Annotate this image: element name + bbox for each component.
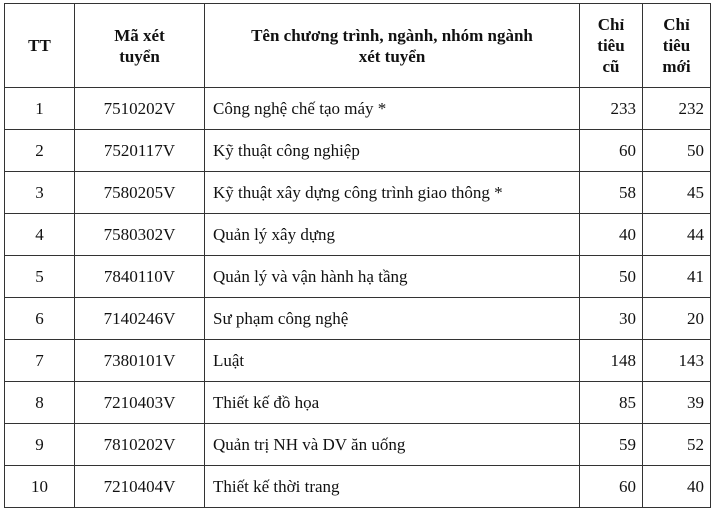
cell-chi-tieu-cu: 60 [580,130,643,172]
cell-chi-tieu-moi: 50 [643,130,711,172]
cell-ma-xet-tuyen: 7140246V [75,298,205,340]
cell-tt: 7 [5,340,75,382]
table-row [5,340,711,382]
cell-chi-tieu-moi: 40 [643,466,711,508]
header-row [5,4,711,88]
cell-chi-tieu-cu: 30 [580,298,643,340]
cell-tt: 5 [5,256,75,298]
cell-ma-xet-tuyen: 7210404V [75,466,205,508]
table-row [5,130,711,172]
cell-ten-nganh: Kỹ thuật công nghiệp [205,130,580,172]
cell-chi-tieu-moi: 20 [643,298,711,340]
header-chi-tieu-moi: Chỉ tiêu mới [643,4,711,88]
cell-ten-nganh: Thiết kế thời trang [205,466,580,508]
cell-ten-nganh: Luật [205,340,580,382]
cell-ma-xet-tuyen: 7510202V [75,88,205,130]
cell-chi-tieu-cu: 85 [580,382,643,424]
cell-chi-tieu-moi: 232 [643,88,711,130]
cell-chi-tieu-moi: 41 [643,256,711,298]
table-row [5,382,711,424]
header-tt: TT [5,4,75,88]
header-ten-nganh: Tên chương trình, ngành, nhóm ngành xét tuyển [205,4,580,88]
cell-chi-tieu-cu: 58 [580,172,643,214]
cell-ma-xet-tuyen: 7810202V [75,424,205,466]
table-row [5,88,711,130]
cell-chi-tieu-moi: 143 [643,340,711,382]
cell-ma-xet-tuyen: 7840110V [75,256,205,298]
cell-ten-nganh: Thiết kế đồ họa [205,382,580,424]
cell-tt: 10 [5,466,75,508]
cell-chi-tieu-moi: 39 [643,382,711,424]
header-ma-xet-tuyen: Mã xét tuyển [75,4,205,88]
table-row [5,424,711,466]
cell-chi-tieu-moi: 45 [643,172,711,214]
cell-ten-nganh: Sư phạm công nghệ [205,298,580,340]
cell-tt: 2 [5,130,75,172]
cell-ten-nganh: Quản lý và vận hành hạ tầng [205,256,580,298]
table-row [5,298,711,340]
quota-table [4,3,711,508]
cell-tt: 1 [5,88,75,130]
table-row [5,466,711,508]
cell-tt: 9 [5,424,75,466]
header-chi-tieu-cu: Chỉ tiêu cũ [580,4,643,88]
cell-chi-tieu-moi: 52 [643,424,711,466]
cell-tt: 6 [5,298,75,340]
cell-ten-nganh: Quản trị NH và DV ăn uống [205,424,580,466]
table-row [5,172,711,214]
cell-tt: 3 [5,172,75,214]
cell-ma-xet-tuyen: 7380101V [75,340,205,382]
cell-ten-nganh: Kỹ thuật xây dựng công trình giao thông * [205,172,580,214]
cell-tt: 8 [5,382,75,424]
cell-chi-tieu-cu: 233 [580,88,643,130]
table-row [5,256,711,298]
cell-ma-xet-tuyen: 7580205V [75,172,205,214]
cell-tt: 4 [5,214,75,256]
cell-chi-tieu-cu: 148 [580,340,643,382]
cell-chi-tieu-cu: 50 [580,256,643,298]
cell-chi-tieu-cu: 59 [580,424,643,466]
cell-ma-xet-tuyen: 7210403V [75,382,205,424]
cell-chi-tieu-moi: 44 [643,214,711,256]
cell-chi-tieu-cu: 60 [580,466,643,508]
cell-ma-xet-tuyen: 7520117V [75,130,205,172]
table-row [5,214,711,256]
cell-chi-tieu-cu: 40 [580,214,643,256]
cell-ten-nganh: Quản lý xây dựng [205,214,580,256]
cell-ma-xet-tuyen: 7580302V [75,214,205,256]
cell-ten-nganh: Công nghệ chế tạo máy * [205,88,580,130]
